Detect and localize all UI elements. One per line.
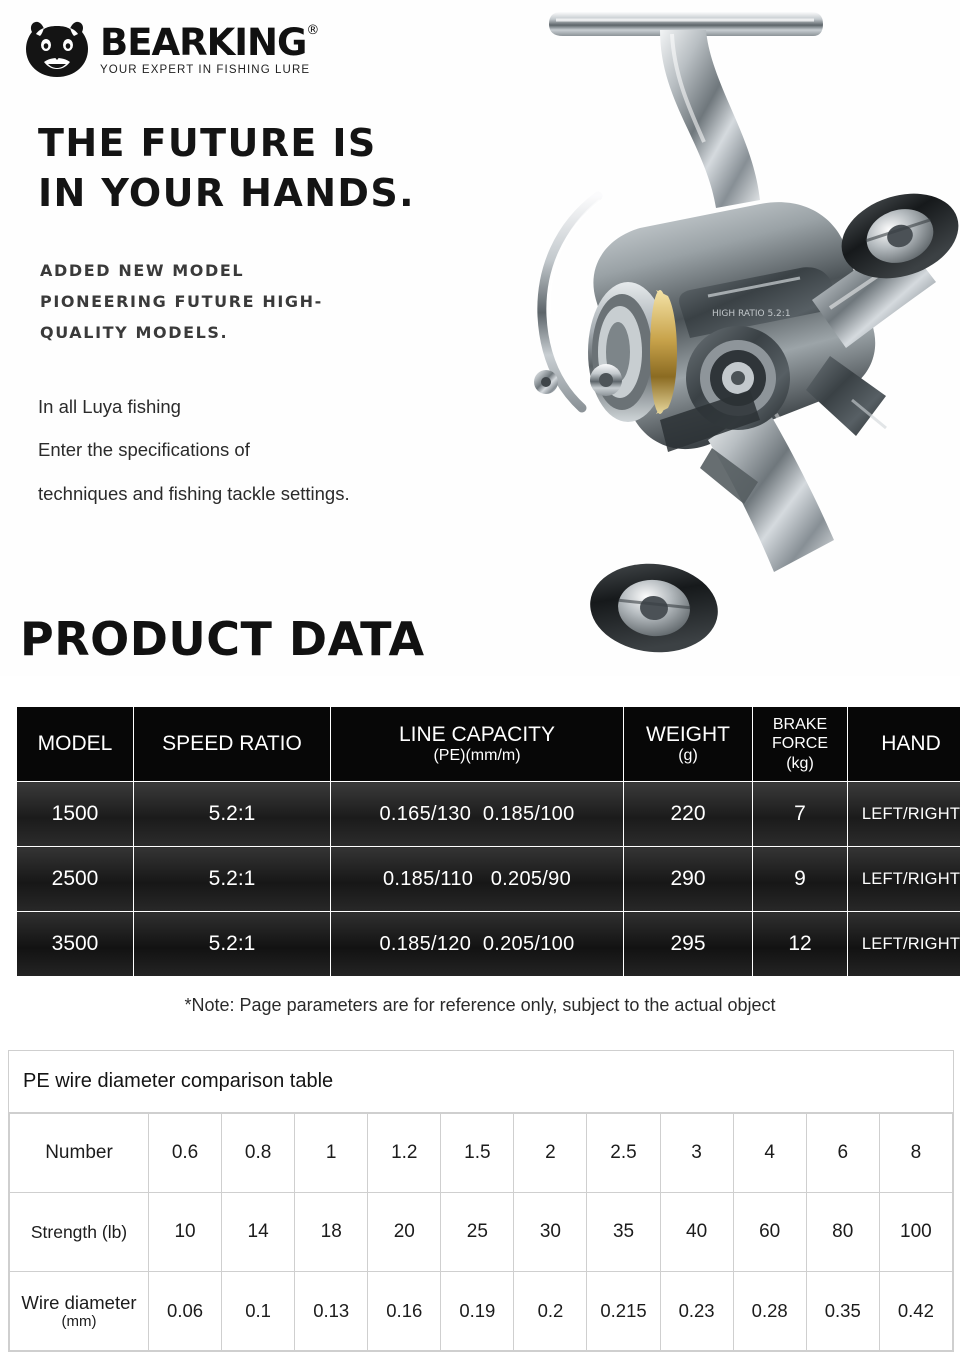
spec-cell-brake-force: 7 (753, 782, 848, 847)
pe-number-cell: 3 (660, 1114, 733, 1193)
table-row (17, 912, 960, 977)
spec-header-model: MODEL (17, 707, 134, 782)
pe-diameter-cell: 0.16 (368, 1272, 441, 1351)
pe-strength-cell: 18 (295, 1193, 368, 1272)
pe-diameter-cell: 0.13 (295, 1272, 368, 1351)
pe-strength-cell: 14 (222, 1193, 295, 1272)
spec-cell-model: 3500 (17, 912, 134, 977)
spec-header-brake-line-3: (kg) (786, 754, 814, 772)
pe-number-cell: 1 (295, 1114, 368, 1193)
spec-cell-brake-force: 9 (753, 847, 848, 912)
pe-diameter-cell: 0.42 (879, 1272, 952, 1351)
hero-body-line-2: Enter the specifications of (38, 439, 250, 461)
spec-cell-model: 2500 (17, 847, 134, 912)
pe-row-label-wire-diameter (10, 1272, 149, 1351)
pe-row-label-strength: Strength (lb) (10, 1193, 149, 1272)
pe-strength-cell: 25 (441, 1193, 514, 1272)
spec-cell-hand: LEFT/RIGHT (848, 912, 960, 977)
table-row (10, 1114, 953, 1193)
table-row (10, 1272, 953, 1351)
pe-number-cell: 2 (514, 1114, 587, 1193)
brand-logo (24, 18, 318, 80)
spec-header-line-capacity-main: LINE CAPACITY (399, 723, 555, 747)
pe-strength-cell: 30 (514, 1193, 587, 1272)
pe-strength-cell: 40 (660, 1193, 733, 1272)
brand-tagline: YOUR EXPERT IN FISHING LURE (100, 64, 311, 76)
hero-subheadline (40, 255, 323, 349)
spec-cell-speed-ratio: 5.2:1 (134, 847, 331, 912)
pe-strength-cell: 100 (879, 1193, 952, 1272)
spec-header-brake-line-2: FORCE (772, 735, 828, 753)
pe-diameter-cell: 0.2 (514, 1272, 587, 1351)
hero-subheadline-line-3: QUALITY MODELS. (40, 323, 229, 343)
spec-cell-line-capacity: 0.185/110 0.205/90 (331, 847, 624, 912)
spec-header-weight-sub: (g) (678, 746, 698, 764)
spec-cell-brake-force: 12 (753, 912, 848, 977)
pe-diameter-cell: 0.19 (441, 1272, 514, 1351)
bear-head-icon (24, 18, 90, 80)
hero-headline (38, 118, 415, 218)
hero-headline-line-1: THE FUTURE IS (38, 121, 377, 165)
pe-strength-cell: 20 (368, 1193, 441, 1272)
hero-subheadline-line-1: ADDED NEW MODEL (40, 261, 245, 280)
pe-diameter-cell: 0.35 (806, 1272, 879, 1351)
pe-number-cell: 6 (806, 1114, 879, 1193)
brand-text (100, 18, 318, 76)
pe-diameter-cell: 0.1 (222, 1272, 295, 1351)
hero-headline-line-2: IN YOUR HANDS. (38, 171, 415, 216)
table-row (17, 782, 960, 847)
hero-body-line-3: techniques and fishing tackle settings. (38, 482, 350, 504)
pe-number-cell: 2.5 (587, 1114, 660, 1193)
spec-cell-weight: 295 (624, 912, 753, 977)
spec-header-line-capacity-sub: (PE)(mm/m) (433, 746, 521, 764)
spec-cell-hand: LEFT/RIGHT (848, 782, 960, 847)
pe-number-cell: 4 (733, 1114, 806, 1193)
pe-diameter-cell: 0.28 (733, 1272, 806, 1351)
pe-row-label-wire-diameter-sub: (mm) (61, 1313, 97, 1330)
pe-row-label-wire-diameter-main: Wire diameter (21, 1291, 137, 1313)
spec-cell-line-capacity: 0.165/130 0.185/100 (331, 782, 624, 847)
brand-name (100, 21, 319, 64)
pe-strength-cell: 60 (733, 1193, 806, 1272)
spec-cell-line-capacity: 0.185/120 0.205/100 (331, 912, 624, 977)
pe-row-label-number: Number (10, 1114, 149, 1193)
hero-body-line-1: In all Luya fishing (38, 396, 181, 417)
pe-number-cell: 1.5 (441, 1114, 514, 1193)
spec-cell-weight: 290 (624, 847, 753, 912)
product-data-title: PRODUCT DATA (20, 612, 425, 666)
pe-number-cell: 0.8 (222, 1114, 295, 1193)
spec-header-weight (624, 707, 753, 782)
product-spec-table (16, 706, 960, 977)
pe-comparison-table (9, 1113, 953, 1351)
table-row (17, 847, 960, 912)
hero-subheadline-line-2: PIONEERING FUTURE HIGH- (40, 292, 323, 312)
pe-diameter-cell: 0.06 (149, 1272, 222, 1351)
pe-number-cell: 0.6 (149, 1114, 222, 1193)
spec-cell-speed-ratio: 5.2:1 (134, 912, 331, 977)
pe-number-cell: 1.2 (368, 1114, 441, 1193)
spec-cell-model: 1500 (17, 782, 134, 847)
spec-cell-weight: 220 (624, 782, 753, 847)
hero-body-copy (38, 385, 350, 515)
pe-strength-cell: 80 (806, 1193, 879, 1272)
spec-header-speed-ratio: SPEED RATIO (134, 707, 331, 782)
hero-section (0, 0, 960, 676)
brand-name-text: BEARKING (100, 21, 307, 64)
brand-trademark: ® (306, 23, 319, 38)
spec-cell-hand: LEFT/RIGHT (848, 847, 960, 912)
spec-header-brake-line-1: BRAKE (772, 716, 828, 734)
spinning-fishing-reel-illustration (360, 0, 960, 676)
table-row (10, 1193, 953, 1272)
spec-note: *Note: Page parameters are for reference only, subject to the actual object (184, 995, 776, 1015)
spec-table-header-row (17, 707, 960, 782)
pe-comparison-section (8, 1050, 954, 1352)
spec-header-hand: HAND (848, 707, 960, 782)
pe-table-heading: PE wire diameter comparison table (9, 1051, 953, 1113)
pe-number-cell: 8 (879, 1114, 952, 1193)
spec-cell-speed-ratio: 5.2:1 (134, 782, 331, 847)
pe-diameter-cell: 0.215 (587, 1272, 660, 1351)
spec-header-line-capacity (331, 707, 624, 782)
svg-text:HIGH RATIO 5.2:1: HIGH RATIO 5.2:1 (712, 309, 791, 319)
pe-strength-cell: 35 (587, 1193, 660, 1272)
pe-strength-cell: 10 (149, 1193, 222, 1272)
spec-header-weight-main: WEIGHT (646, 723, 730, 747)
pe-diameter-cell: 0.23 (660, 1272, 733, 1351)
spec-header-brake-force (753, 707, 848, 782)
